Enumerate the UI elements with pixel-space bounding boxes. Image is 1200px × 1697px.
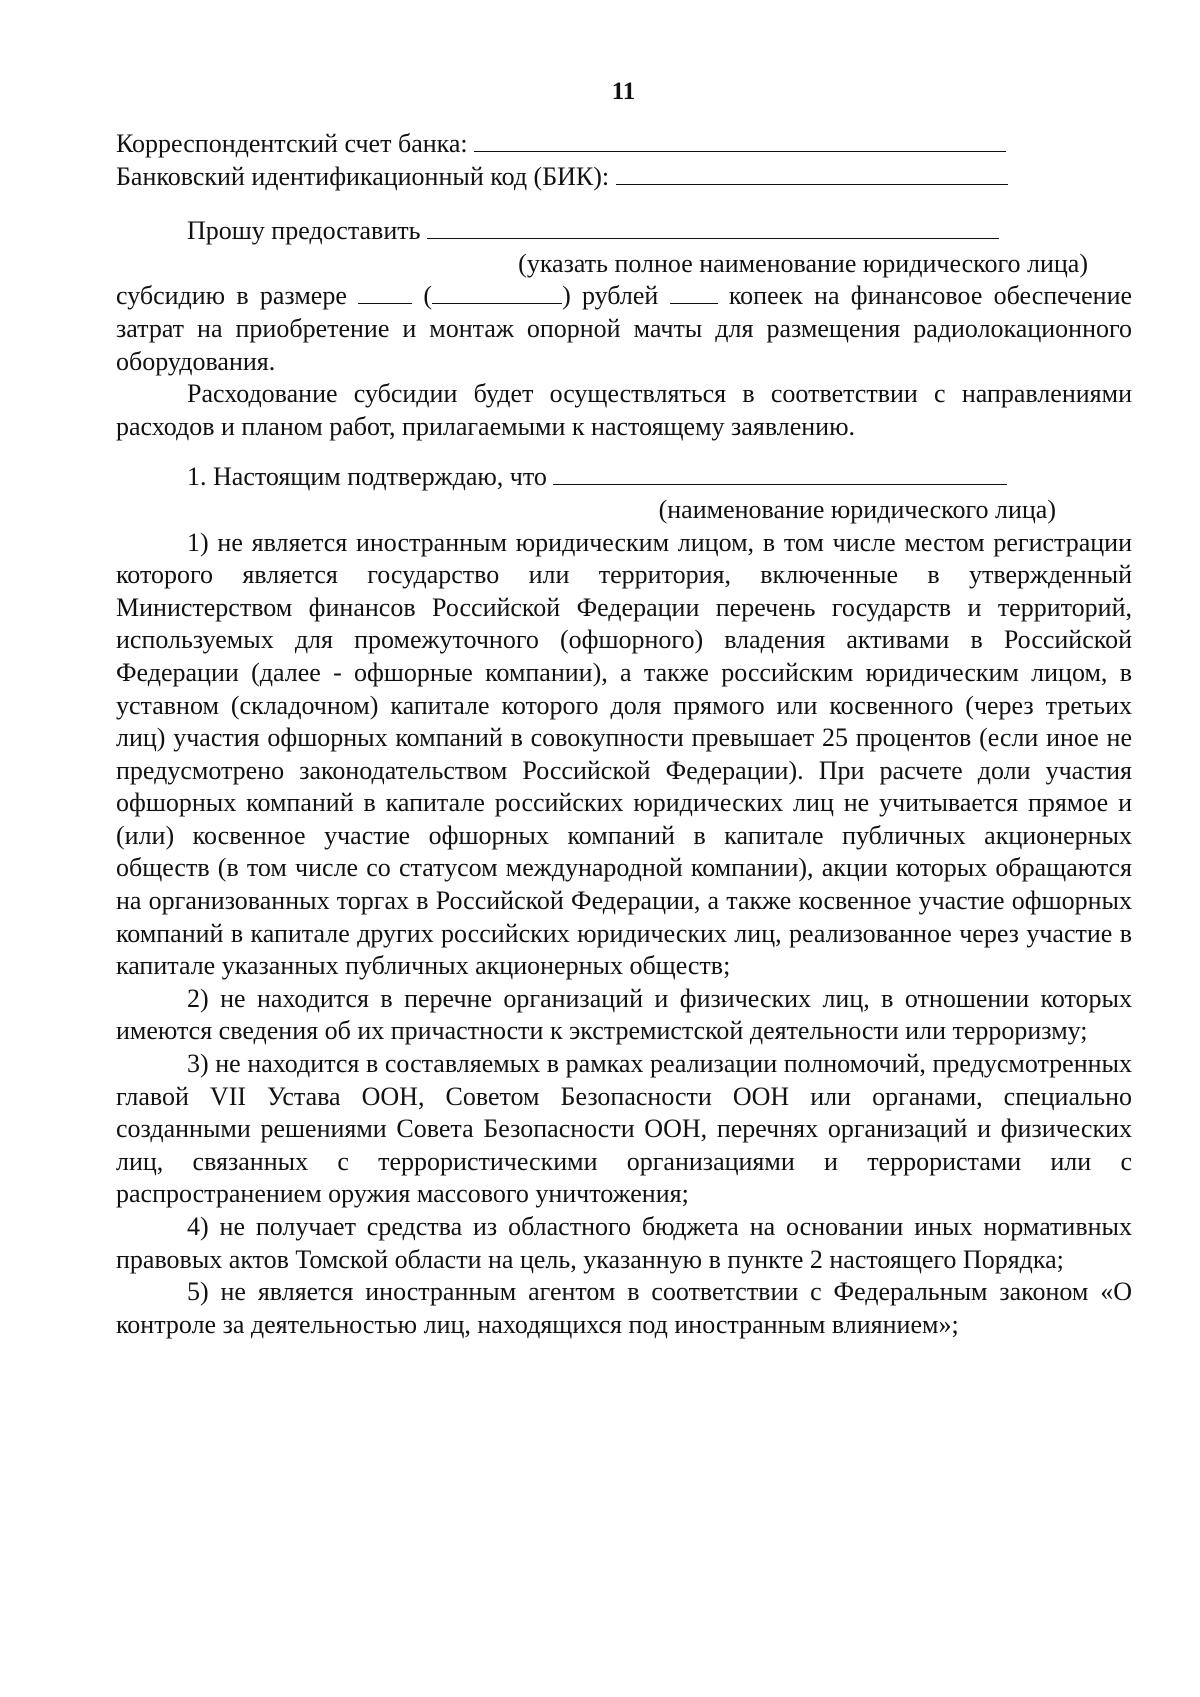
kopecks-blank[interactable]	[670, 281, 718, 304]
subsidy-paragraph: субсидию в размере ( ) рублей копеек на финансовое обеспечение затрат на приобретение и монтаж опорной мачты для размещения радиолокационного оборудования.	[116, 281, 1133, 376]
item-5: 5) не является иностранным агентом в соответствии с Федеральным законом «О контроле за деятельностью лиц, находящихся под иностранным влиянием»;	[116, 1277, 1132, 1339]
item-3: 3) не находится в составляемых в рамках реализации полномочий, предусмотренных главой VII Устава ООН, Советом Безопасности ООН или органами, специально созданными решениями Совета Безопасности ООН, перечнях организаций и физических лиц, связанных с террористическими организациями и террористами или с распространением оружия массового уничтожения;	[116, 1049, 1132, 1209]
bik-line	[116, 161, 1132, 194]
org-name-blank[interactable]	[427, 216, 999, 239]
amount-blank[interactable]	[358, 281, 412, 304]
corr-account-blank[interactable]	[474, 129, 1006, 152]
corr-account-line	[116, 128, 1132, 161]
request-lead: Прошу предоставить	[187, 216, 421, 246]
confirm-org-blank[interactable]	[553, 462, 1007, 485]
confirm-caption: (наименование юридического лица)	[658, 494, 1056, 524]
page-number: 11	[611, 78, 636, 105]
spending-paragraph: Расходование субсидии будет осуществляться в соответствии с направлениями расходов и планом работ, прилагаемыми к настоящему заявлению.	[116, 379, 1132, 441]
bik-blank[interactable]	[616, 162, 1008, 185]
bik-label: Банковский идентификационный код (БИК):	[116, 161, 610, 191]
org-name-caption: (указать полное наименование юридического лица)	[518, 248, 1088, 278]
confirm-lead: 1. Настоящим подтверждаю, что	[187, 462, 547, 492]
document-body	[116, 128, 1132, 1341]
item-2: 2) не находится в перечне организаций и физических лиц, в отношении которых имеются сведения об их причастности к экстремистской деятельности или терроризму;	[116, 983, 1132, 1046]
request-line	[116, 215, 1132, 248]
confirm-line	[116, 461, 1132, 494]
item-1: 1) не является иностранным юридическим лицом, в том числе местом регистрации которого является государство или территория, включенные в утвержденный Министерством финансов Российской Федерации перечень государств и территорий, используемых для промежуточного (офшорного) владения активами в Российской Федерации (далее - офшорные компании), а также российским юридическим лицом, в уставном (складочном) капитале которого доля прямого или косвенного (через третьих лиц) участия офшорных компаний в совокупности превышает 25 процентов (если иное не предусмотрено законодательством Российской Федерации). При расчете доли участия офшорных компаний в капитале российских юридических лиц не учитывается прямое и (или) косвенное участие офшорных компаний в капитале публичных акционерных обществ (в том числе со статусом международной компании), акции которых обращаются на организованных торгах в Российской Федерации, а также косвенное участие офшорных компаний в капитале других российских юридических лиц, реализованное через участие в капитале указанных публичных акционерных обществ;	[116, 527, 1132, 981]
corr-account-label: Корреспондентский счет банка:	[116, 129, 468, 158]
item-4: 4) не получает средства из областного бюджета на основании иных нормативных правовых актов Томской области на цель, указанную в пункте 2 настоящего Порядка;	[116, 1212, 1132, 1274]
amount-words-blank[interactable]	[432, 281, 562, 304]
